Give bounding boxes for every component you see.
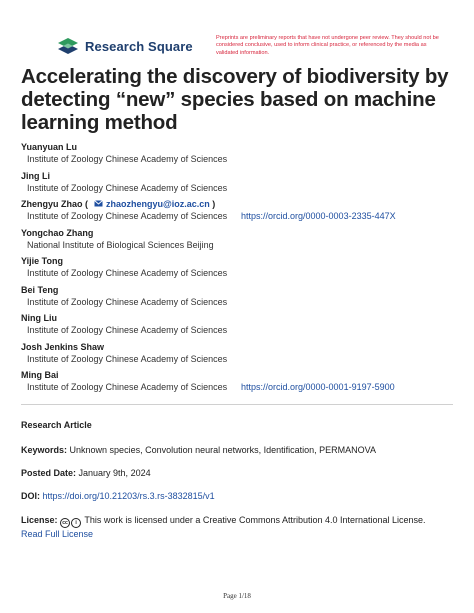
posted-date-label: Posted Date:: [21, 468, 77, 478]
author-entry: [21, 284, 461, 313]
posted-date-row: [21, 467, 151, 479]
author-name: Josh Jenkins Shaw: [21, 341, 105, 352]
attribution-icon: i: [71, 518, 81, 528]
author-entry: [21, 369, 461, 398]
author-affiliation-row: [27, 381, 461, 393]
author-affiliation: Institute of Zoology Chinese Academy of Sciences: [27, 353, 228, 364]
author-affiliation-row: [27, 267, 461, 279]
author-entry: [21, 312, 461, 341]
author-affiliation: Institute of Zoology Chinese Academy of Sciences: [27, 182, 228, 193]
keywords-label: Keywords:: [21, 445, 68, 455]
doi-label: DOI:: [21, 491, 40, 501]
email-close-paren: ): [209, 199, 216, 209]
author-name: Jing Li: [21, 170, 50, 181]
author-affiliation-row: [27, 296, 461, 308]
author-affiliation-row: [27, 239, 461, 251]
author-entry: [21, 255, 461, 284]
author-name: Yuanyuan Lu: [21, 142, 78, 152]
author-affiliation: Institute of Zoology Chinese Academy of Sciences: [27, 296, 228, 307]
author-name: Yongchao Zhang: [21, 227, 94, 238]
author-entry: [21, 198, 461, 227]
page-header: [0, 0, 474, 60]
author-entry: [21, 341, 461, 370]
doi-link[interactable]: https://doi.org/10.21203/rs.3.rs-3832815/v1: [42, 491, 215, 501]
author-name: Ming Bai: [21, 370, 59, 380]
article-type-label: Research Article: [21, 420, 92, 430]
author-affiliation-row: [27, 182, 461, 194]
doi-row: [21, 490, 215, 502]
read-full-license-link[interactable]: Read Full License: [21, 529, 94, 539]
preprint-disclaimer: Preprints are preliminary reports that have not undergone peer review. They should not be considered conclusive, used to inform clinical practice, or referenced by the media as validated information.: [216, 35, 439, 56]
author-entry: [21, 227, 461, 256]
author-affiliation: National Institute of Biological Sciences Beijing: [27, 239, 214, 250]
author-affiliation-row: [27, 353, 461, 365]
read-full-license-row: [21, 528, 93, 540]
author-name: Bei Teng: [21, 284, 59, 295]
research-square-logo[interactable]: [57, 38, 193, 54]
author-affiliation: Institute of Zoology Chinese Academy of Sciences: [27, 268, 228, 278]
keywords-value: Unknown species, Convolution neural networks, Identification, PERMANOVA: [69, 445, 377, 455]
page-number: Page 1/18: [223, 592, 251, 600]
author-affiliation-row: [27, 324, 461, 336]
brand-name: Research Square: [85, 38, 193, 54]
author-affiliation: Institute of Zoology Chinese Academy of Sciences: [27, 211, 228, 221]
article-type: [21, 419, 92, 431]
research-square-logo-icon: [57, 38, 79, 54]
orcid-link[interactable]: https://orcid.org/0000-0001-9197-5900: [241, 382, 395, 392]
envelope-icon: [94, 198, 103, 210]
author-list: [21, 141, 461, 398]
author-affiliation: Institute of Zoology Chinese Academy of Sciences: [27, 154, 228, 164]
author-affiliation: Institute of Zoology Chinese Academy of Sciences: [27, 325, 228, 335]
author-name: Ning Liu: [21, 313, 57, 323]
email-open-paren: (: [82, 199, 88, 209]
author-name: Zhengyu Zhao: [21, 199, 83, 209]
author-affiliation-row: [27, 153, 461, 165]
author-entry: [21, 170, 461, 199]
creative-commons-icon: cc: [60, 518, 70, 528]
section-divider: [21, 404, 453, 405]
posted-date-value: January 9th, 2024: [78, 468, 151, 478]
author-email-link[interactable]: zhaozhengyu@ioz.ac.cn: [106, 199, 210, 209]
keywords-row: [21, 444, 376, 456]
paper-title: Accelerating the discovery of biodiversity by detecting “new” species based on machine learning method: [21, 65, 449, 134]
license-label: License:: [21, 515, 58, 525]
license-text: This work is licensed under a Creative Commons Attribution 4.0 International License.: [84, 515, 426, 525]
orcid-link[interactable]: https://orcid.org/0000-0003-2335-447X: [241, 211, 396, 221]
author-name: Yijie Tong: [21, 256, 63, 266]
author-affiliation-row: [27, 210, 461, 222]
license-row: [21, 514, 426, 528]
author-affiliation: Institute of Zoology Chinese Academy of Sciences: [27, 382, 228, 392]
author-name-row: [21, 198, 461, 210]
author-entry: [21, 141, 461, 170]
